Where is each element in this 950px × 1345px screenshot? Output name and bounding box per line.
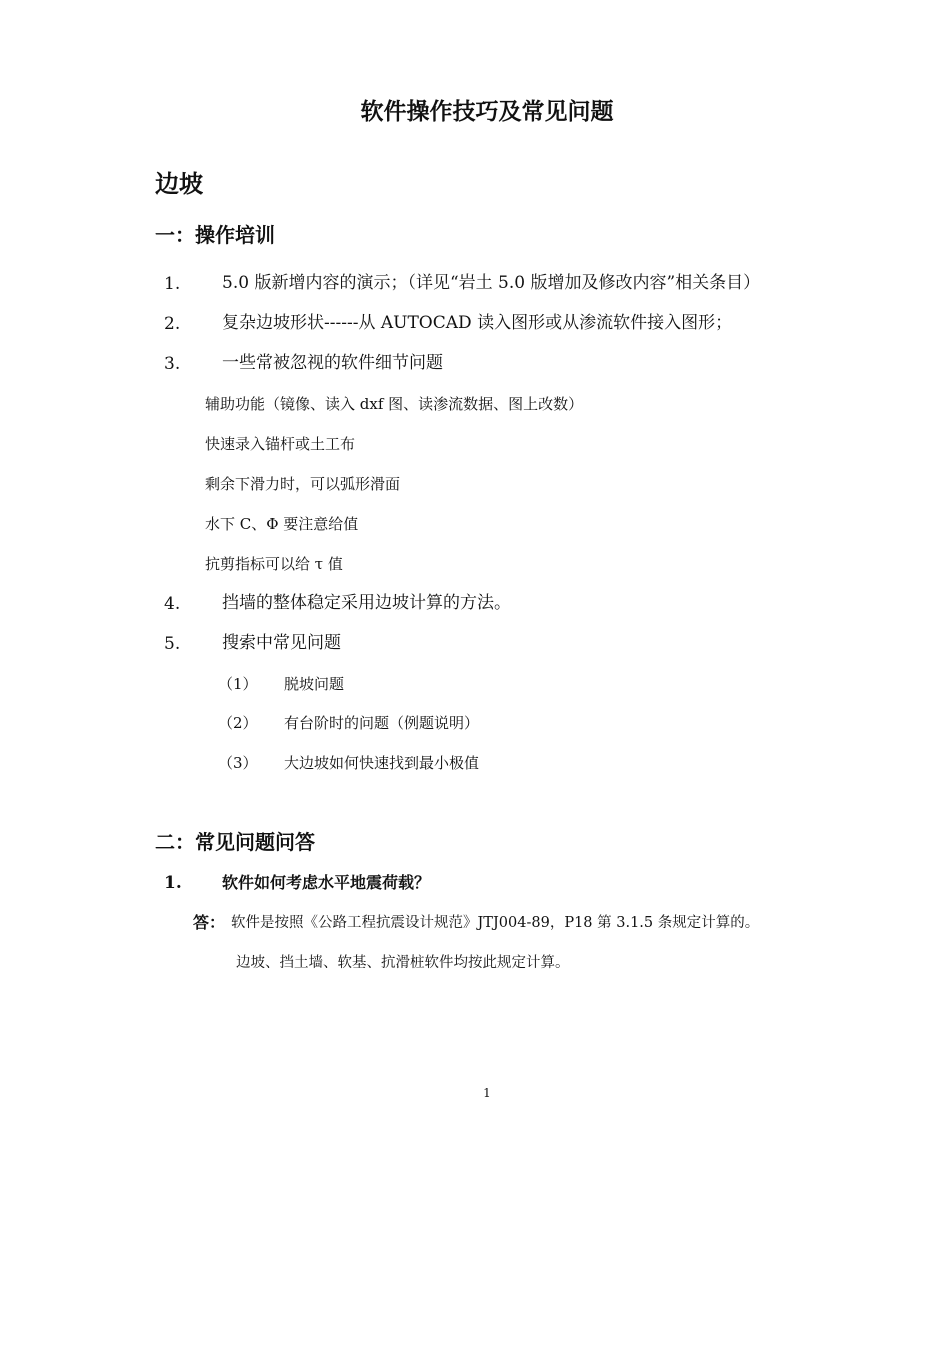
- answer-line-2: 边坡、挡土墙、软基、抗滑桩软件均按此规定计算。: [236, 955, 570, 971]
- sub-item: 抗剪指标可以给 τ 值: [205, 555, 343, 573]
- list-item-text: 5.0 版新增内容的演示；（详见“岩土 5.0 版增加及修改内容”相关条目）: [222, 273, 761, 293]
- question-text: 软件如何考虑水平地震荷载？: [222, 873, 431, 892]
- sub-item: 水下 C、Φ 要注意给值: [205, 515, 359, 533]
- paren-item-text: 脱坡问题: [284, 675, 345, 693]
- sub-item: 辅助功能（镜像、读入 dxf 图、读渗流数据、图上改数）: [205, 395, 584, 413]
- page-number: 1: [483, 1086, 491, 1100]
- chapter-heading: 边坡: [155, 170, 203, 198]
- list-item-number: 2.: [164, 314, 181, 334]
- paren-item-text: 有台阶时的问题（例题说明）: [284, 714, 480, 732]
- list-item-number: 5.: [164, 634, 181, 654]
- list-item-number: 3.: [164, 354, 181, 374]
- paren-item-text: 大边坡如何快速找到最小极值: [284, 754, 480, 772]
- section-heading-faq: 二：常见问题问答: [155, 830, 315, 854]
- document-title: 软件操作技巧及常见问题: [360, 99, 614, 125]
- list-item-text: 挡墙的整体稳定采用边坡计算的方法。: [222, 593, 511, 613]
- paren-item-label: （3）: [218, 754, 258, 772]
- section-heading-training: 一：操作培训: [155, 223, 275, 247]
- list-item-text: 复杂边坡形状------从 AUTOCAD 读入图形或从渗流软件接入图形；: [222, 313, 733, 333]
- question-number: 1.: [164, 873, 182, 893]
- list-item-text: 一些常被忽视的软件细节问题: [222, 353, 443, 373]
- paren-item-label: （1）: [218, 675, 258, 693]
- list-item-number: 4.: [164, 594, 181, 614]
- list-item-number: 1.: [164, 274, 181, 294]
- answer-label: 答：: [193, 913, 226, 932]
- list-item-text: 搜索中常见问题: [222, 633, 341, 653]
- paren-item-label: （2）: [218, 714, 258, 732]
- sub-item: 剩余下滑力时，可以弧形滑面: [205, 475, 401, 493]
- answer-line-1: 软件是按照《公路工程抗震设计规范》JTJ004-89，P18 第 3.1.5 条规定计算的。: [231, 915, 760, 931]
- sub-item: 快速录入锚杆或土工布: [205, 435, 356, 453]
